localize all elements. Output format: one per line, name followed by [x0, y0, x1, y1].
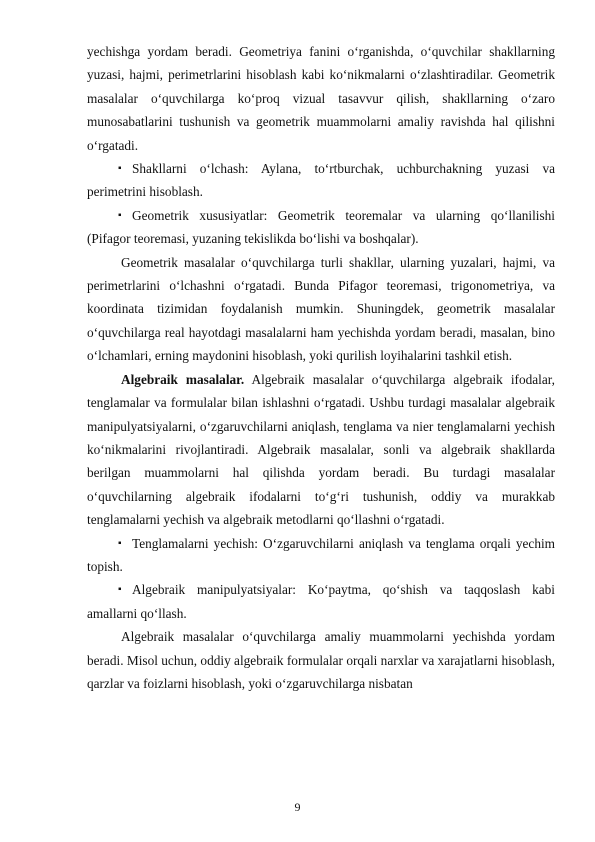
- bullet-icon: ▪: [118, 209, 122, 221]
- list-item-text: Algebraik manipulyatsiyalar: Koʻpaytma, qoʻshish va taqqoslash kabi amallarni qoʻllash.: [87, 582, 555, 621]
- list-item: [87, 578, 555, 625]
- bullet-icon: ▪: [118, 163, 122, 175]
- paragraph-algebra-intro: [87, 368, 555, 532]
- paragraph-geometry-details: Geometrik masalalar oʻquvchilarga turli shakllar, ularning yuzalari, hajmi, va perimetrlarini oʻlchashni oʻrgatadi. Bunda Pifagor teoremasi, trigonometriya, va koordinata tizimidan foydalanish mumkin. Shuningdek, geometrik masalalar oʻquvchilarga real hayotdagi masalalarni ham yechishda yordam beradi, masalan, bino oʻlchamlari, erning maydonini hisoblash, yoki qurilish loyihalarini tashkil etish.: [87, 254, 555, 364]
- list-item: [87, 532, 555, 579]
- page-content: [87, 40, 555, 695]
- geometry-list: [87, 157, 555, 251]
- list-item-text: Shakllarni oʻlchash: Aylana, toʻrtburchak, uchburchakning yuzasi va perimetrini hisoblash.: [87, 161, 555, 200]
- list-item: [87, 204, 555, 251]
- list-item: [87, 157, 555, 204]
- paragraph-algebra-body: Algebraik masalalar oʻquvchilarga algebraik ifodalar, tenglamalar va formulalar bilan ishlashni oʻrgatadi. Ushbu turdagi masalalar algebraik manipulyatsiyalarni, oʻzgaruvchilarni aniqlash, tenglama va nier tenglamalarni yechish koʻnikmalarini rivojlantiradi. Algebraik masalalar, sonli va algebraik shakllarda berilgan muammolarni hal qilishda yordam beradi. Bu turdagi masalalar oʻquvchilarning algebraik ifodalarni toʻgʻri tushunish, oddiy va murakkab tenglamalarni yechish va algebraik metodlarni qoʻllashni oʻrgatadi.: [87, 371, 555, 528]
- page-number: 9: [294, 800, 301, 814]
- paragraph-geometry-intro: yechishga yordam beradi. Geometriya fanini oʻrganishda, oʻquvchilar shakllarning yuzasi, hajmi, perimetrlarini hisoblash kabi koʻnikmalarni oʻzlashtiradilar. Geometrik masalalar oʻquvchilarga koʻproq vizual tasavvur qilish, shakllarning oʻzaro munosabatlarini tushunish va geometrik muammolarni amaliy ravishda hal qilishni oʻrgatadi.: [87, 44, 555, 153]
- list-item-text: Geometrik xususiyatlar: Geometrik teoremalar va ularning qoʻllanilishi (Pifagor teoremasi, yuzaning tekislikda boʻlishi va boshqalar).: [87, 207, 555, 247]
- bullet-icon: ▪: [118, 537, 122, 549]
- algebra-list: [87, 532, 555, 626]
- list-item-text: Tenglamalarni yechish: Oʻzgaruvchilarni aniqlash va tenglama orqali yechim topish.: [87, 535, 555, 574]
- section-heading-algebra: Algebraik masalalar.: [121, 371, 245, 387]
- bullet-icon: ▪: [118, 584, 122, 596]
- paragraph-algebra-applications: Algebraik masalalar oʻquvchilarga amaliy muammolarni yechishda yordam beradi. Misol uchun, oddiy algebraik formulalar orqali narxlar va xarajatlarni hisoblash, qarzlar va foizlarni hisoblash, yoki oʻzgaruvchilarga nisbatan: [87, 629, 555, 691]
